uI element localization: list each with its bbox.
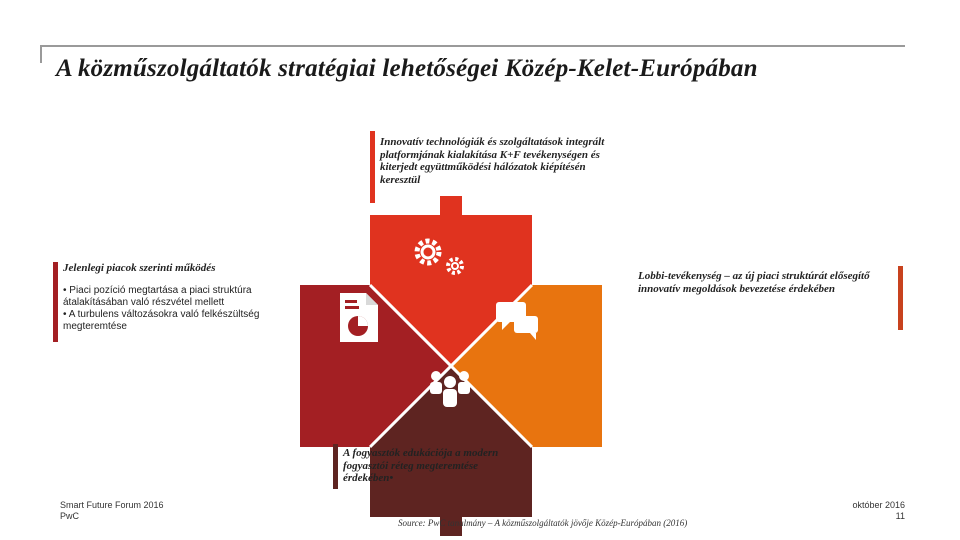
callout-bar-right xyxy=(898,266,903,330)
footer-date: október 2016 xyxy=(852,500,905,510)
callout-top: Innovatív technológiák és szolgáltatások integrált platformjának kialakítása K+F tevékenységen és kiterjedt együttműködési hálózatok kiépítésén keresztül xyxy=(380,136,605,186)
footer-source: Source: PwC tanulmány – A közműszolgáltatók jövője Közép-Európában (2016) xyxy=(398,518,688,528)
page-number: 11 xyxy=(895,511,905,521)
left-heading: Jelenlegi piacok szerinti működés xyxy=(63,262,216,274)
callout-bar-top xyxy=(370,131,375,203)
footer-company: PwC xyxy=(60,511,80,521)
callout-left xyxy=(63,262,303,333)
callout-bar-bottom xyxy=(333,444,338,489)
left-bullet: • Piaci pozíció megtartása a piaci struktúra átalakításában való részvétel mellett xyxy=(63,284,252,308)
callout-right: Lobbi-tevékenység – az új piaci struktúrát elősegítő innovatív megoldások bevezetése érdekében xyxy=(638,270,870,295)
footer-left xyxy=(60,500,164,522)
footer-right xyxy=(852,500,905,522)
footer-event: Smart Future Forum 2016 xyxy=(60,500,164,510)
left-bullet: • A turbulens változásokra való felkészültség megteremtése xyxy=(63,308,260,332)
document-pie-chart-icon xyxy=(340,293,378,342)
callout-bar-left xyxy=(53,262,58,342)
page-title: A közműszolgáltatók stratégiai lehetőségei Közép-Kelet-Európában xyxy=(56,55,758,82)
callout-bottom: A fogyasztók edukációja a modern fogyasztói réteg megteremtése érdekében• xyxy=(343,447,499,484)
